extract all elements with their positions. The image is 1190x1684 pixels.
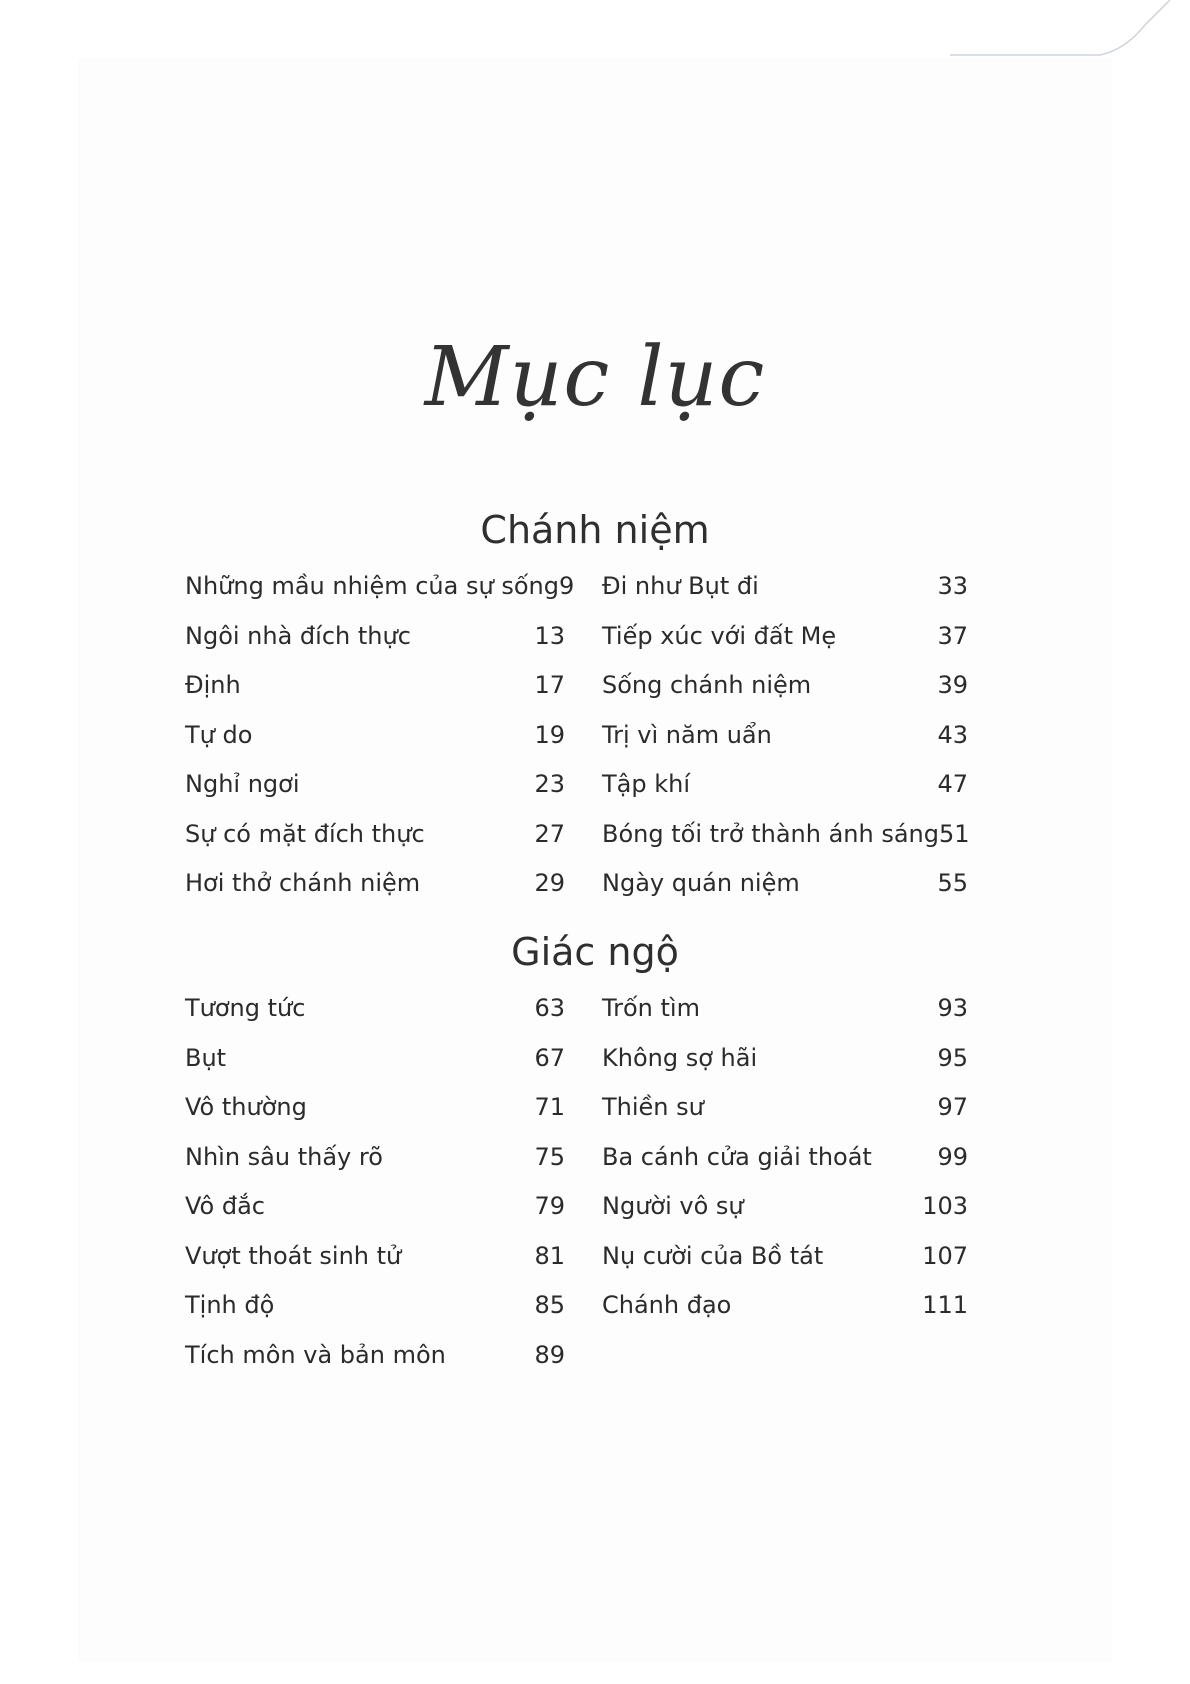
- toc-entry[interactable]: [185, 764, 565, 804]
- toc-entry[interactable]: [185, 1335, 565, 1375]
- page-corner-fold: [950, 0, 1190, 70]
- toc-entry-title: Tự do: [185, 720, 253, 749]
- toc-entry-page-number: 89: [534, 1340, 565, 1369]
- toc-entry-title: Trị vì năm uẩn: [602, 720, 772, 749]
- toc-entry-page-number: 81: [534, 1241, 565, 1270]
- toc-entry-page-number: 95: [937, 1043, 968, 1072]
- toc-entry[interactable]: [185, 1087, 565, 1127]
- toc-entry-title: Sự có mặt đích thực: [185, 819, 425, 848]
- toc-entry[interactable]: [185, 1285, 565, 1325]
- toc-entry[interactable]: [602, 1285, 968, 1325]
- toc-entry-page-number: 79: [534, 1192, 565, 1220]
- toc-entry-page-number: 39: [937, 671, 968, 699]
- toc-entry-title: Tương tức: [185, 994, 306, 1022]
- toc-entry-title: Ngày quán niệm: [602, 869, 800, 897]
- toc-entry-page-number: 103: [922, 1192, 968, 1220]
- toc-entry-title: Chánh đạo: [602, 1291, 732, 1319]
- toc-entry-title: Tiếp xúc với đất Mẹ: [602, 621, 837, 650]
- toc-entry[interactable]: [602, 863, 968, 903]
- toc-entry-title: Trốn tìm: [602, 994, 700, 1022]
- toc-entry[interactable]: [602, 566, 968, 606]
- section-heading-giac-ngo: Giác ngộ: [511, 930, 679, 974]
- toc-entry-page-number: 13: [534, 621, 565, 650]
- toc-entry-page-number: 17: [534, 671, 565, 699]
- toc-entry-title: Sống chánh niệm: [602, 671, 812, 699]
- toc-entry-page-number: 111: [922, 1291, 968, 1319]
- toc-entry-title: Người vô sự: [602, 1192, 744, 1220]
- toc-entry-page-number: 47: [937, 770, 968, 798]
- toc-entry-title: Bóng tối trở thành ánh sáng: [602, 819, 939, 848]
- toc-entry[interactable]: [185, 863, 565, 903]
- page-title: Mục lục: [424, 330, 766, 425]
- toc-entry[interactable]: [602, 988, 968, 1028]
- toc-entry[interactable]: [602, 616, 968, 656]
- toc-entry-title: Tịnh độ: [185, 1291, 275, 1319]
- toc-entry-page-number: 51: [939, 819, 970, 848]
- page-sheet: [80, 60, 1110, 1660]
- toc-entry[interactable]: [602, 1186, 968, 1226]
- toc-entry[interactable]: [602, 1236, 968, 1276]
- toc-entry[interactable]: [185, 1186, 565, 1226]
- toc-entry[interactable]: [185, 814, 565, 854]
- toc-entry-title: Định: [185, 671, 241, 699]
- toc-entry[interactable]: [602, 1137, 968, 1177]
- toc-entry-page-number: 99: [937, 1142, 968, 1171]
- toc-entry-title: Ba cánh cửa giải thoát: [602, 1142, 872, 1171]
- toc-entry-page-number: 43: [937, 720, 968, 749]
- toc-entry-page-number: 9: [558, 572, 575, 600]
- toc-entry-title: Nụ cười của Bồ tát: [602, 1241, 824, 1270]
- toc-entry-page-number: 93: [937, 994, 968, 1022]
- toc-entry-page-number: 19: [534, 720, 565, 749]
- toc-entry-page-number: 75: [534, 1142, 565, 1171]
- toc-entry[interactable]: [602, 715, 968, 755]
- toc-entry-title: Hơi thở chánh niệm: [185, 869, 421, 897]
- toc-entry[interactable]: [602, 1038, 968, 1078]
- toc-entry-title: Vô thường: [185, 1093, 307, 1121]
- toc-entry-title: Không sợ hãi: [602, 1043, 758, 1072]
- toc-entry-page-number: 23: [534, 770, 565, 798]
- toc-entry-title: Vô đắc: [185, 1192, 266, 1220]
- toc-entry[interactable]: [185, 1236, 565, 1276]
- toc-entry-title: Tập khí: [602, 770, 691, 798]
- toc-entry[interactable]: [185, 715, 565, 755]
- toc-entry[interactable]: [602, 764, 968, 804]
- toc-entry-title: Ngôi nhà đích thực: [185, 621, 411, 650]
- toc-entry-title: Vượt thoát sinh tử: [185, 1241, 402, 1270]
- toc-entry[interactable]: [185, 616, 565, 656]
- toc-entry-page-number: 97: [937, 1093, 968, 1121]
- toc-entry-title: Bụt: [185, 1043, 227, 1072]
- toc-entry[interactable]: [185, 665, 565, 705]
- toc-entry-page-number: 29: [534, 869, 565, 897]
- toc-entry-page-number: 27: [534, 819, 565, 848]
- toc-entry-page-number: 37: [937, 621, 968, 650]
- toc-entry[interactable]: [185, 566, 575, 606]
- toc-entry-title: Thiền sư: [602, 1093, 704, 1121]
- toc-entry-title: Những mầu nhiệm của sự sống: [185, 572, 559, 600]
- toc-entry-title: Tích môn và bản môn: [185, 1340, 446, 1369]
- toc-entry-page-number: 33: [937, 572, 968, 600]
- toc-entry-title: Đi như Bụt đi: [602, 572, 759, 600]
- toc-entry-page-number: 63: [534, 994, 565, 1022]
- toc-entry-page-number: 55: [937, 869, 968, 897]
- toc-entry[interactable]: [602, 1087, 968, 1127]
- toc-entry-page-number: 67: [534, 1043, 565, 1072]
- toc-entry[interactable]: [185, 1137, 565, 1177]
- toc-entry-title: Nghỉ ngơi: [185, 770, 300, 798]
- toc-entry[interactable]: [602, 814, 968, 854]
- toc-entry[interactable]: [185, 1038, 565, 1078]
- toc-entry-title: Nhìn sâu thấy rõ: [185, 1142, 383, 1171]
- toc-entry[interactable]: [602, 665, 968, 705]
- toc-entry-page-number: 85: [534, 1291, 565, 1319]
- section-heading-chanh-niem: Chánh niệm: [480, 508, 710, 552]
- toc-entry-page-number: 107: [922, 1241, 968, 1270]
- toc-entry-page-number: 71: [534, 1093, 565, 1121]
- toc-entry[interactable]: [185, 988, 565, 1028]
